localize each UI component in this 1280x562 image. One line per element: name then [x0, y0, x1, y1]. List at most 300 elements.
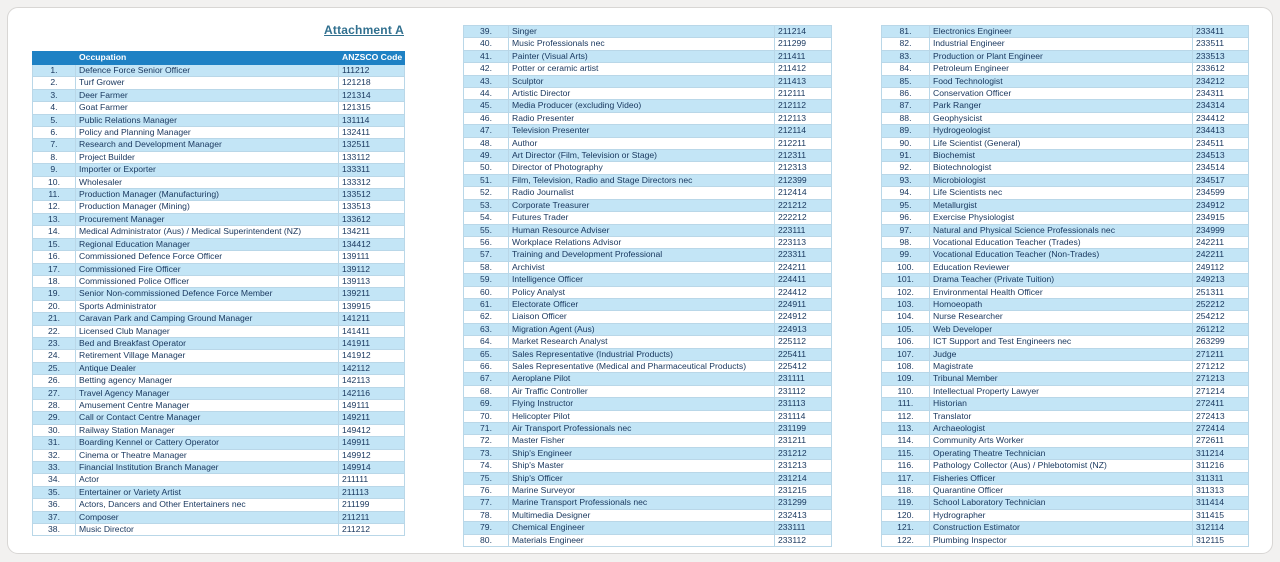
- occupation-cell: Liaison Officer: [509, 311, 775, 323]
- anzsco-code-cell: 312115: [1193, 534, 1249, 546]
- row-number-cell: 26.: [33, 375, 76, 387]
- row-number-cell: 41.: [464, 50, 509, 62]
- anzsco-code-cell: 121218: [339, 77, 405, 89]
- table-row: [33, 65, 405, 77]
- anzsco-code-cell: 271214: [1193, 385, 1249, 397]
- table-row: [882, 435, 1249, 447]
- occupation-cell: Research and Development Manager: [76, 139, 339, 151]
- occupation-cell: Futures Trader: [509, 212, 775, 224]
- row-number-cell: 115.: [882, 447, 930, 459]
- anzsco-code-cell: 211299: [775, 38, 832, 50]
- table-row: [882, 522, 1249, 534]
- occupation-cell: Music Director: [76, 524, 339, 536]
- row-number-cell: 82.: [882, 38, 930, 50]
- table-row: [464, 63, 832, 75]
- row-number-cell: 60.: [464, 286, 509, 298]
- occupation-cell: Actor: [76, 474, 339, 486]
- table-row: [464, 410, 832, 422]
- anzsco-code-cell: 134412: [339, 238, 405, 250]
- occupation-cell: Singer: [509, 26, 775, 38]
- occupation-cell: Wholesaler: [76, 176, 339, 188]
- table-row: [33, 127, 405, 139]
- anzsco-code-cell: 133512: [339, 189, 405, 201]
- anzsco-code-cell: 139111: [339, 251, 405, 263]
- table-row: [33, 263, 405, 275]
- table-row: [882, 261, 1249, 273]
- anzsco-code-cell: 263299: [1193, 336, 1249, 348]
- row-number-cell: 119.: [882, 497, 930, 509]
- occupation-cell: Aeroplane Pilot: [509, 373, 775, 385]
- anzsco-code-cell: 234599: [1193, 187, 1249, 199]
- occupation-cell: Vocational Education Teacher (Trades): [930, 236, 1193, 248]
- anzsco-code-cell: 141411: [339, 325, 405, 337]
- table-row: [33, 77, 405, 89]
- row-number-cell: 86.: [882, 88, 930, 100]
- table-row: [882, 472, 1249, 484]
- row-number-cell: 54.: [464, 212, 509, 224]
- anzsco-code-cell: 254212: [1193, 311, 1249, 323]
- occupation-cell: Industrial Engineer: [930, 38, 1193, 50]
- occupation-cell: Director of Photography: [509, 162, 775, 174]
- occupation-cell: Ship's Master: [509, 460, 775, 472]
- anzsco-code-cell: 272411: [1193, 398, 1249, 410]
- occupation-cell: Food Technologist: [930, 75, 1193, 87]
- anzsco-code-cell: 231111: [775, 373, 832, 385]
- anzsco-code-cell: 149914: [339, 462, 405, 474]
- row-number-cell: 97.: [882, 224, 930, 236]
- occupation-cell: Intellectual Property Lawyer: [930, 385, 1193, 397]
- anzsco-code-cell: 212399: [775, 174, 832, 186]
- anzsco-code-cell: 234514: [1193, 162, 1249, 174]
- row-number-cell: 42.: [464, 63, 509, 75]
- occupation-cell: Archivist: [509, 261, 775, 273]
- anzsco-code-cell: 133612: [339, 213, 405, 225]
- table-row: [33, 375, 405, 387]
- row-number-cell: 5.: [33, 114, 76, 126]
- row-number-cell: 23.: [33, 337, 76, 349]
- row-number-cell: 120.: [882, 509, 930, 521]
- table-row: [464, 522, 832, 534]
- anzsco-code-cell: 224211: [775, 261, 832, 273]
- anzsco-code-cell: 223311: [775, 249, 832, 261]
- occupation-cell: Music Professionals nec: [509, 38, 775, 50]
- anzsco-code-cell: 142112: [339, 362, 405, 374]
- row-number-cell: 64.: [464, 336, 509, 348]
- occupation-cell: Life Scientist (General): [930, 137, 1193, 149]
- occupation-cell: Author: [509, 137, 775, 149]
- anzsco-code-cell: 149911: [339, 437, 405, 449]
- row-number-cell: 61.: [464, 298, 509, 310]
- row-number-cell: 14.: [33, 226, 76, 238]
- occupation-cell: Turf Grower: [76, 77, 339, 89]
- anzsco-code-cell: 131114: [339, 114, 405, 126]
- row-number-cell: 93.: [882, 174, 930, 186]
- table-row: [882, 274, 1249, 286]
- row-number-cell: 112.: [882, 410, 930, 422]
- anzsco-code-cell: 231213: [775, 460, 832, 472]
- row-number-cell: 121.: [882, 522, 930, 534]
- row-number-cell: 44.: [464, 88, 509, 100]
- occupation-cell: Deer Farmer: [76, 89, 339, 101]
- anzsco-code-cell: 272414: [1193, 423, 1249, 435]
- occupation-cell: Environmental Health Officer: [930, 286, 1193, 298]
- occupation-cell: Web Developer: [930, 323, 1193, 335]
- table-row: [882, 50, 1249, 62]
- occupation-cell: Master Fisher: [509, 435, 775, 447]
- occupation-cell: Amusement Centre Manager: [76, 399, 339, 411]
- table-row: [33, 399, 405, 411]
- anzsco-code-cell: 142116: [339, 387, 405, 399]
- anzsco-code-cell: 311311: [1193, 472, 1249, 484]
- row-number-cell: 18.: [33, 275, 76, 287]
- row-number-cell: 37.: [33, 511, 76, 523]
- row-number-cell: 113.: [882, 423, 930, 435]
- occupation-cell: Geophysicist: [930, 112, 1193, 124]
- row-number-cell: 53.: [464, 199, 509, 211]
- occupation-cell: Senior Non-commissioned Defence Force Member: [76, 288, 339, 300]
- table-row: [464, 447, 832, 459]
- col-header-empty: [33, 52, 76, 65]
- occupation-cell: Radio Presenter: [509, 112, 775, 124]
- occupation-cell: Homoeopath: [930, 298, 1193, 310]
- anzsco-code-cell: 224911: [775, 298, 832, 310]
- occupation-cell: Call or Contact Centre Manager: [76, 412, 339, 424]
- row-number-cell: 110.: [882, 385, 930, 397]
- table-row: [464, 150, 832, 162]
- row-number-cell: 63.: [464, 323, 509, 335]
- row-number-cell: 90.: [882, 137, 930, 149]
- table-row: [464, 174, 832, 186]
- row-number-cell: 98.: [882, 236, 930, 248]
- anzsco-code-cell: 272611: [1193, 435, 1249, 447]
- row-number-cell: 39.: [464, 26, 509, 38]
- anzsco-code-cell: 132511: [339, 139, 405, 151]
- table-row: [464, 224, 832, 236]
- table-row: [882, 38, 1249, 50]
- table-row: [464, 323, 832, 335]
- row-number-cell: 70.: [464, 410, 509, 422]
- row-number-cell: 80.: [464, 534, 509, 546]
- anzsco-code-cell: 234311: [1193, 88, 1249, 100]
- occupation-cell: Goat Farmer: [76, 102, 339, 114]
- anzsco-code-cell: 121314: [339, 89, 405, 101]
- column-1: [32, 21, 404, 536]
- row-number-cell: 76.: [464, 485, 509, 497]
- table-row: [464, 497, 832, 509]
- occupation-cell: Railway Station Manager: [76, 424, 339, 436]
- occupation-cell: Financial Institution Branch Manager: [76, 462, 339, 474]
- occupation-cell: Project Builder: [76, 151, 339, 163]
- occupation-cell: Sports Administrator: [76, 300, 339, 312]
- table-row: [33, 313, 405, 325]
- row-number-cell: 96.: [882, 212, 930, 224]
- occupation-cell: Human Resource Adviser: [509, 224, 775, 236]
- anzsco-code-cell: 234413: [1193, 125, 1249, 137]
- anzsco-code-cell: 212114: [775, 125, 832, 137]
- row-number-cell: 114.: [882, 435, 930, 447]
- anzsco-code-cell: 225411: [775, 348, 832, 360]
- occupation-cell: Ship's Engineer: [509, 447, 775, 459]
- table-row: [33, 449, 405, 461]
- row-number-cell: 101.: [882, 274, 930, 286]
- occupation-cell: Pathology Collector (Aus) / Phlebotomist (NZ): [930, 460, 1193, 472]
- occupation-cell: Plumbing Inspector: [930, 534, 1193, 546]
- table-row: [882, 162, 1249, 174]
- table-row: [464, 212, 832, 224]
- row-number-cell: 87.: [882, 100, 930, 112]
- anzsco-code-cell: 149412: [339, 424, 405, 436]
- anzsco-code-cell: 111212: [339, 65, 405, 77]
- occupation-cell: School Laboratory Technician: [930, 497, 1193, 509]
- anzsco-code-cell: 231214: [775, 472, 832, 484]
- anzsco-code-cell: 225412: [775, 360, 832, 372]
- anzsco-code-cell: 141911: [339, 337, 405, 349]
- anzsco-code-cell: 223113: [775, 236, 832, 248]
- row-number-cell: 74.: [464, 460, 509, 472]
- table-row: [464, 348, 832, 360]
- anzsco-code-cell: 249213: [1193, 274, 1249, 286]
- anzsco-code-cell: 271213: [1193, 373, 1249, 385]
- row-number-cell: 15.: [33, 238, 76, 250]
- row-number-cell: 40.: [464, 38, 509, 50]
- occupation-cell: Travel Agency Manager: [76, 387, 339, 399]
- table-row: [33, 189, 405, 201]
- occupation-cell: Materials Engineer: [509, 534, 775, 546]
- row-number-cell: 81.: [882, 26, 930, 38]
- row-number-cell: 100.: [882, 261, 930, 273]
- row-number-cell: 62.: [464, 311, 509, 323]
- table-row: [882, 212, 1249, 224]
- anzsco-code-cell: 271211: [1193, 348, 1249, 360]
- table-row: [882, 298, 1249, 310]
- occupation-cell: Hydrographer: [930, 509, 1193, 521]
- table-row: [33, 213, 405, 225]
- table-header-row: [33, 52, 405, 65]
- table-row: [464, 385, 832, 397]
- occupation-cell: Retirement Village Manager: [76, 350, 339, 362]
- table-row: [33, 300, 405, 312]
- anzsco-code-cell: 211199: [339, 499, 405, 511]
- column-2: [463, 25, 831, 547]
- table-row: [464, 236, 832, 248]
- occupation-cell: Education Reviewer: [930, 261, 1193, 273]
- anzsco-code-cell: 149912: [339, 449, 405, 461]
- row-number-cell: 2.: [33, 77, 76, 89]
- table-row: [464, 336, 832, 348]
- occupation-cell: Drama Teacher (Private Tuition): [930, 274, 1193, 286]
- table-row: [882, 187, 1249, 199]
- occupation-cell: Air Transport Professionals nec: [509, 423, 775, 435]
- anzsco-code-cell: 212113: [775, 112, 832, 124]
- anzsco-code-cell: 242211: [1193, 236, 1249, 248]
- table-row: [33, 139, 405, 151]
- row-number-cell: 35.: [33, 486, 76, 498]
- row-number-cell: 13.: [33, 213, 76, 225]
- occupation-cell: Betting agency Manager: [76, 375, 339, 387]
- anzsco-code-cell: 233612: [1193, 63, 1249, 75]
- table-row: [882, 485, 1249, 497]
- occupation-cell: Sales Representative (Industrial Products): [509, 348, 775, 360]
- occupation-cell: Boarding Kennel or Cattery Operator: [76, 437, 339, 449]
- anzsco-code-cell: 234511: [1193, 137, 1249, 149]
- table-row: [33, 499, 405, 511]
- occupation-cell: Metallurgist: [930, 199, 1193, 211]
- anzsco-code-cell: 211113: [339, 486, 405, 498]
- row-number-cell: 99.: [882, 249, 930, 261]
- occupation-cell: Translator: [930, 410, 1193, 422]
- occupation-cell: Bed and Breakfast Operator: [76, 337, 339, 349]
- row-number-cell: 21.: [33, 313, 76, 325]
- anzsco-code-cell: 212211: [775, 137, 832, 149]
- anzsco-code-cell: 234513: [1193, 150, 1249, 162]
- row-number-cell: 95.: [882, 199, 930, 211]
- anzsco-code-cell: 231212: [775, 447, 832, 459]
- occupation-cell: Potter or ceramic artist: [509, 63, 775, 75]
- table-row: [33, 486, 405, 498]
- anzsco-code-cell: 231113: [775, 398, 832, 410]
- row-number-cell: 25.: [33, 362, 76, 374]
- row-number-cell: 8.: [33, 151, 76, 163]
- row-number-cell: 22.: [33, 325, 76, 337]
- occupation-cell: Production Manager (Manufacturing): [76, 189, 339, 201]
- table-row: [464, 38, 832, 50]
- row-number-cell: 47.: [464, 125, 509, 137]
- table-row: [882, 100, 1249, 112]
- occupation-cell: Painter (Visual Arts): [509, 50, 775, 62]
- anzsco-code-cell: 211212: [339, 524, 405, 536]
- table-row: [464, 261, 832, 273]
- anzsco-code-cell: 233112: [775, 534, 832, 546]
- anzsco-code-cell: 311415: [1193, 509, 1249, 521]
- anzsco-code-cell: 221212: [775, 199, 832, 211]
- row-number-cell: 89.: [882, 125, 930, 137]
- table-row: [33, 151, 405, 163]
- row-number-cell: 109.: [882, 373, 930, 385]
- table-row: [882, 497, 1249, 509]
- occupation-cell: Flying Instructor: [509, 398, 775, 410]
- table-row: [882, 174, 1249, 186]
- row-number-cell: 117.: [882, 472, 930, 484]
- anzsco-code-cell: 211111: [339, 474, 405, 486]
- row-number-cell: 4.: [33, 102, 76, 114]
- anzsco-code-cell: 234212: [1193, 75, 1249, 87]
- table-row: [33, 350, 405, 362]
- occupation-cell: Tribunal Member: [930, 373, 1193, 385]
- row-number-cell: 36.: [33, 499, 76, 511]
- occupation-cell: Chemical Engineer: [509, 522, 775, 534]
- table-row: [882, 236, 1249, 248]
- row-number-cell: 43.: [464, 75, 509, 87]
- occupation-cell: Commissioned Police Officer: [76, 275, 339, 287]
- anzsco-code-cell: 141211: [339, 313, 405, 325]
- row-number-cell: 11.: [33, 189, 76, 201]
- table-row: [882, 336, 1249, 348]
- anzsco-code-cell: 249112: [1193, 261, 1249, 273]
- table-row: [882, 249, 1249, 261]
- occupation-cell: Microbiologist: [930, 174, 1193, 186]
- row-number-cell: 111.: [882, 398, 930, 410]
- row-number-cell: 33.: [33, 462, 76, 474]
- anzsco-code-cell: 233511: [1193, 38, 1249, 50]
- anzsco-code-cell: 311216: [1193, 460, 1249, 472]
- row-number-cell: 77.: [464, 497, 509, 509]
- row-number-cell: 30.: [33, 424, 76, 436]
- table-row: [882, 323, 1249, 335]
- occupation-cell: Commissioned Fire Officer: [76, 263, 339, 275]
- occupation-cell: Park Ranger: [930, 100, 1193, 112]
- anzsco-code-cell: 261212: [1193, 323, 1249, 335]
- table-row: [464, 26, 832, 38]
- anzsco-code-cell: 149111: [339, 399, 405, 411]
- occupation-cell: Production or Plant Engineer: [930, 50, 1193, 62]
- occupation-cell: Media Producer (excluding Video): [509, 100, 775, 112]
- anzsco-code-cell: 271212: [1193, 360, 1249, 372]
- row-number-cell: 108.: [882, 360, 930, 372]
- row-number-cell: 50.: [464, 162, 509, 174]
- row-number-cell: 17.: [33, 263, 76, 275]
- row-number-cell: 12.: [33, 201, 76, 213]
- table-row: [464, 75, 832, 87]
- occupation-cell: Caravan Park and Camping Ground Manager: [76, 313, 339, 325]
- table-row: [33, 325, 405, 337]
- table-row: [464, 435, 832, 447]
- table-row: [882, 348, 1249, 360]
- occupation-cell: Cinema or Theatre Manager: [76, 449, 339, 461]
- anzsco-code-cell: 311313: [1193, 485, 1249, 497]
- row-number-cell: 104.: [882, 311, 930, 323]
- row-number-cell: 83.: [882, 50, 930, 62]
- table-row: [882, 137, 1249, 149]
- table-row: [33, 362, 405, 374]
- anzsco-code-cell: 211214: [775, 26, 832, 38]
- table-row: [33, 201, 405, 213]
- row-number-cell: 16.: [33, 251, 76, 263]
- row-number-cell: 57.: [464, 249, 509, 261]
- table-row: [464, 472, 832, 484]
- occupation-cell: Market Research Analyst: [509, 336, 775, 348]
- anzsco-code-cell: 234915: [1193, 212, 1249, 224]
- row-number-cell: 38.: [33, 524, 76, 536]
- row-number-cell: 49.: [464, 150, 509, 162]
- anzsco-code-cell: 234517: [1193, 174, 1249, 186]
- row-number-cell: 84.: [882, 63, 930, 75]
- table-row: [33, 511, 405, 523]
- occupation-cell: Quarantine Officer: [930, 485, 1193, 497]
- anzsco-code-cell: 212111: [775, 88, 832, 100]
- row-number-cell: 27.: [33, 387, 76, 399]
- table-row: [464, 50, 832, 62]
- table-row: [464, 509, 832, 521]
- occupation-cell: Ship's Officer: [509, 472, 775, 484]
- table-row: [882, 26, 1249, 38]
- table-row: [882, 360, 1249, 372]
- table-row: [882, 385, 1249, 397]
- table-row: [33, 437, 405, 449]
- row-number-cell: 56.: [464, 236, 509, 248]
- table-row: [882, 447, 1249, 459]
- anzsco-code-cell: 224412: [775, 286, 832, 298]
- occupation-cell: Film, Television, Radio and Stage Directors nec: [509, 174, 775, 186]
- row-number-cell: 52.: [464, 187, 509, 199]
- row-number-cell: 6.: [33, 127, 76, 139]
- anzsco-code-cell: 224913: [775, 323, 832, 335]
- anzsco-code-cell: 134211: [339, 226, 405, 238]
- col-header-occupation: Occupation: [76, 52, 339, 65]
- occupation-cell: Archaeologist: [930, 423, 1193, 435]
- occupation-cell: Importer or Exporter: [76, 164, 339, 176]
- row-number-cell: 107.: [882, 348, 930, 360]
- row-number-cell: 59.: [464, 274, 509, 286]
